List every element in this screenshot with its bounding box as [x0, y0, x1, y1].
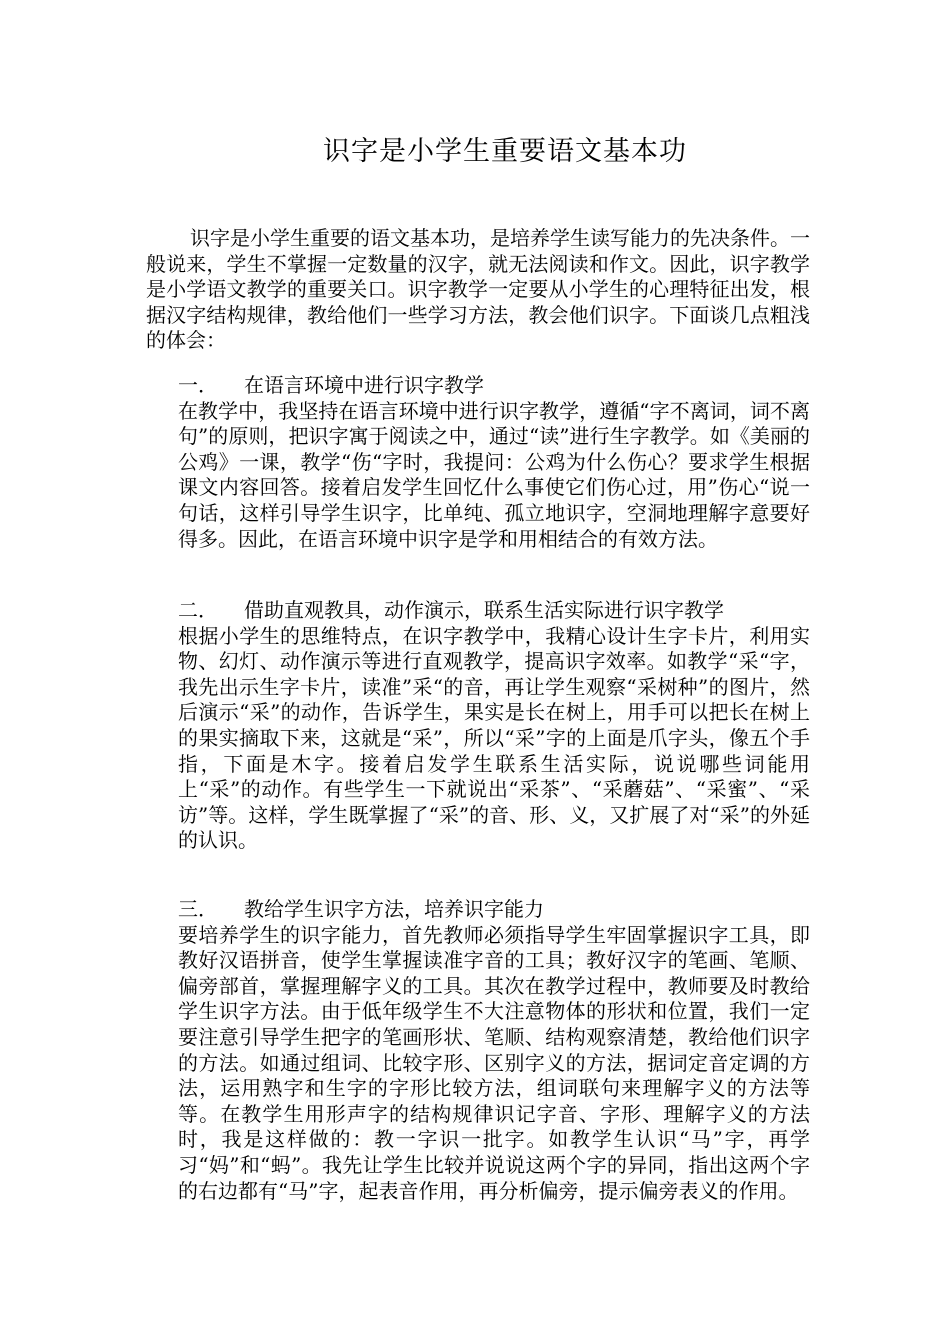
section-number: 一． [178, 373, 218, 397]
section-body: 根据小学生的思维特点，在识字教学中，我精心设计生字卡片，利用实物、幻灯、动作演示等进行直观教学，提高识字效率。如教学“采“字，我先出示生字卡片，读准”采“的音，再让学生观察“采树种”的图片，然后演示“采”的动作，告诉学生，果实是长在树上，用手可以把长在树上的果实摘取下来，这就是“采”，所以“采”字的上面是爪字头，像五个手指，下面是木字。接着启发学生联系生活实际，说说哪些词能用上“采”的动作。有些学生一下就说出“采茶”、“采蘑菇”、“采蜜”、“采访”等。这样，学生既掌握了“采”的音、形、义，又扩展了对“采”的外延的认识。 [178, 623, 810, 853]
section-2 [178, 598, 810, 854]
section-number: 二． [178, 598, 218, 622]
section-heading [178, 897, 810, 923]
section-1 [178, 373, 810, 552]
section-heading-text: 借助直观教具，动作演示，联系生活实际进行识字教学 [244, 598, 724, 622]
section-heading-text: 在语言环境中进行识字教学 [244, 373, 484, 397]
section-body: 要培养学生的识字能力，首先教师必须指导学生牢固掌握识字工具，即教好汉语拼音，使学生掌握读准字音的工具；教好汉字的笔画、笔顺、偏旁部首，掌握理解字义的工具。其次在教学过程中，教师要及时教给学生识字方法。由于低年级学生不大注意物体的形状和位置，我们一定要注意引导学生把字的笔画形状、笔顺、结构观察清楚，教给他们识字的方法。如通过组词、比较字形、区别字义的方法，据词定音定调的方法，运用熟字和生字的字形比较方法，组词联句来理解字义的方法等等。在教学生用形声字的结构规律识记字音、字形、理解字义的方法时，我是这样做的：教一字识一批字。如教学生认识“马”字，再学习“妈”和“蚂”。我先让学生比较并说说这两个字的异同，指出这两个字的右边都有“马”字，起表音作用，再分析偏旁，提示偏旁表义的作用。 [178, 922, 810, 1203]
section-heading-text: 教给学生识字方法，培养识字能力 [244, 897, 544, 921]
intro-paragraph: 识字是小学生重要的语文基本功，是培养学生读写能力的先决条件。一般说来，学生不掌握一定数量的汉字，就无法阅读和作文。因此，识字教学是小学语文教学的重要关口。识字教学一定要从小学生的心理特征出发，根据汉字结构规律，教给他们一些学习方法，教会他们识字。下面谈几点粗浅的体会： [146, 226, 810, 353]
section-3 [178, 897, 810, 1204]
page-title: 识字是小学生重要语文基本功 [323, 136, 687, 167]
section-heading [178, 598, 810, 624]
section-body: 在教学中，我坚持在语言环境中进行识字教学，遵循“字不离词，词不离句”的原则，把识字寓于阅读之中，通过“读”进行生字教学。如《美丽的公鸡》一课，教学“伤“字时，我提问：公鸡为什么伤心？要求学生根据课文内容回答。接着启发学生回忆什么事使它们伤心过，用”伤心“说一句话，这样引导学生识字，比单纯、孤立地识字，空洞地理解字意要好得多。因此，在语言环境中识字是学和用相结合的有效方法。 [178, 398, 810, 551]
section-heading [178, 373, 810, 399]
section-number: 三． [178, 897, 218, 921]
